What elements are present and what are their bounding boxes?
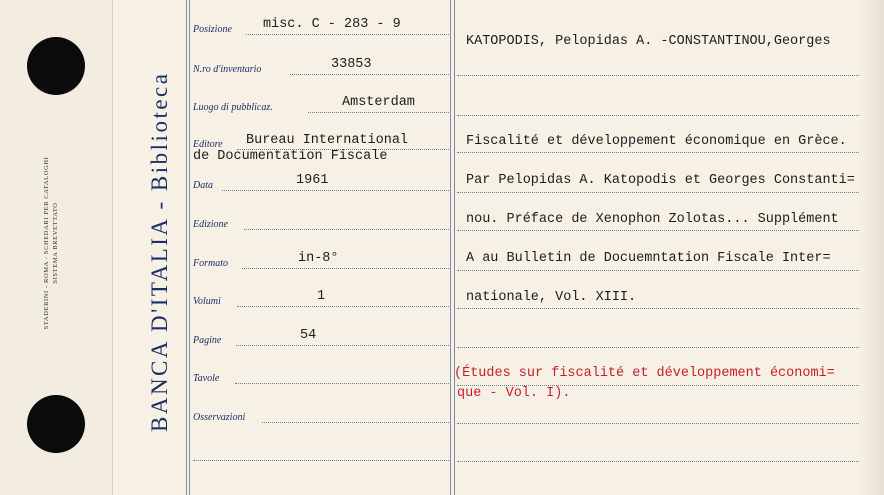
label-luogo: Luogo di pubblicaz. xyxy=(193,102,273,113)
rule-right xyxy=(457,347,859,348)
label-volumi: Volumi xyxy=(193,296,221,307)
label-edizione: Edizione xyxy=(193,219,228,230)
line-data xyxy=(222,190,449,191)
rule-left-2 xyxy=(189,0,190,495)
card-edge-shadow xyxy=(860,0,884,495)
binding-strip xyxy=(0,0,113,495)
description-line: nationale, Vol. XIII. xyxy=(466,290,637,305)
value-formato: in-8° xyxy=(298,251,339,266)
label-tavole: Tavole xyxy=(193,373,220,384)
value-inventario: 33853 xyxy=(331,57,372,72)
rule-right xyxy=(457,270,859,271)
rule-mid-1 xyxy=(450,0,451,495)
printer-imprint xyxy=(42,148,82,338)
description-line: Par Pelopidas A. Katopodis et Georges Constanti= xyxy=(466,173,855,188)
label-osservazioni: Osservazioni xyxy=(193,412,246,423)
line-extra xyxy=(193,460,449,461)
label-pagine: Pagine xyxy=(193,335,222,346)
printer-line-1: STADERINI - ROMA - SCHEDARI PER CATALOGHI xyxy=(43,156,50,330)
label-data: Data xyxy=(193,180,213,191)
value-pagine: 54 xyxy=(300,328,317,343)
line-volumi xyxy=(237,306,449,307)
description-line: nou. Préface de Xenophon Zolotas... Supplément xyxy=(466,212,839,227)
line-posizione xyxy=(246,34,449,35)
line-luogo xyxy=(308,112,449,113)
label-formato: Formato xyxy=(193,258,228,269)
line-tavole xyxy=(235,383,449,384)
rule-right xyxy=(457,192,859,193)
punch-hole-bottom xyxy=(27,395,85,453)
rule-left-1 xyxy=(186,0,187,495)
value-data: 1961 xyxy=(296,173,329,188)
rule-right xyxy=(457,230,859,231)
label-inventario: N.ro d'inventario xyxy=(193,64,262,75)
rule-right xyxy=(457,461,859,462)
bank-heading: BANCA D'ITALIA - Biblioteca xyxy=(147,71,172,432)
line-formato xyxy=(242,268,449,269)
rule-mid-2 xyxy=(454,0,455,495)
series-line: (Études sur fiscalité et développement économi= xyxy=(454,366,835,381)
printer-line-2: SISTEMA BREVETTATO xyxy=(52,202,59,284)
description-line: Fiscalité et développement économique en Grèce. xyxy=(466,134,847,149)
authors-heading: KATOPODIS, Pelopidas A. -CONSTANTINOU,Georges xyxy=(466,34,831,49)
line-osservazioni xyxy=(262,422,449,423)
value-luogo: Amsterdam xyxy=(342,95,415,110)
rule-right xyxy=(457,115,859,116)
description-line: A au Bulletin de Docuemntation Fiscale Inter= xyxy=(466,251,831,266)
value-posizione: misc. C - 283 - 9 xyxy=(263,17,401,32)
value-editore-1: Bureau International xyxy=(246,133,409,148)
value-editore-2: de Documentation Fiscale xyxy=(193,149,388,164)
rule-right xyxy=(457,75,859,76)
rule-right xyxy=(457,152,859,153)
rule-right xyxy=(457,308,859,309)
line-inventario xyxy=(290,74,449,75)
label-posizione: Posizione xyxy=(193,24,232,35)
punch-hole-top xyxy=(27,37,85,95)
line-pagine xyxy=(236,345,449,346)
series-line: que - Vol. I). xyxy=(457,386,571,401)
value-volumi: 1 xyxy=(317,289,326,304)
line-edizione xyxy=(244,229,449,230)
rule-right xyxy=(457,423,859,424)
label-editore: Editore xyxy=(193,139,223,150)
